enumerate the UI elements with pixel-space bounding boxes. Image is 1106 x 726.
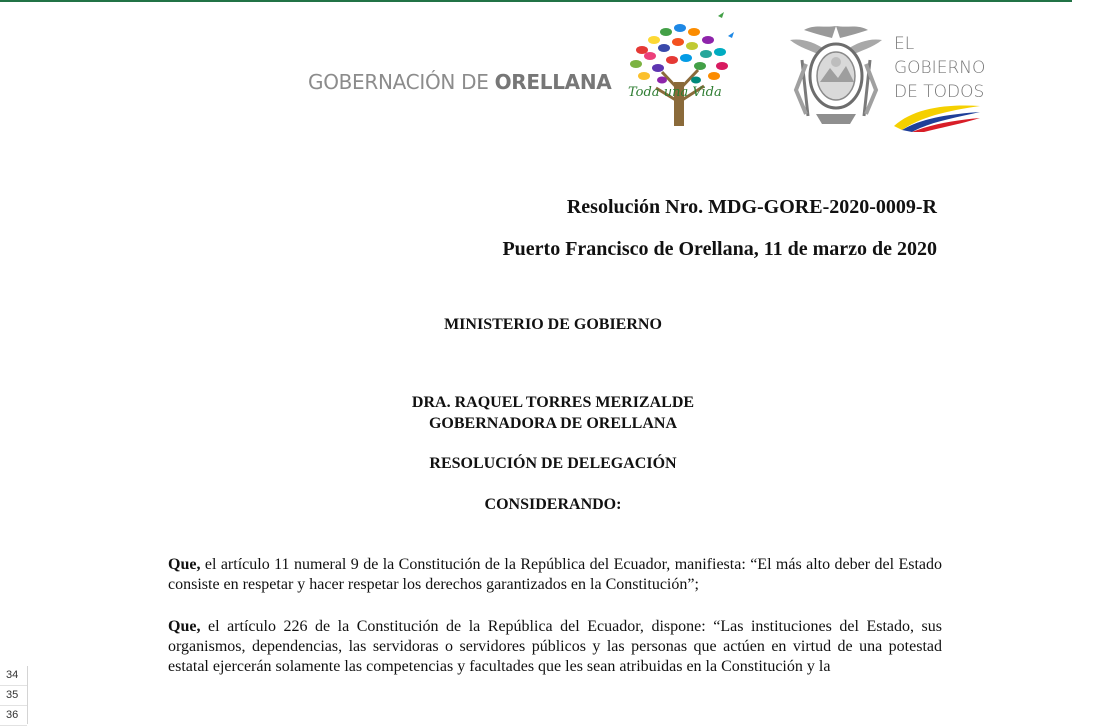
considerando-heading: CONSIDERANDO: [484,496,622,513]
paragraph-text: el artículo 11 numeral 9 de la Constitución de la República del Ecuador, manifiesta: “El más alto deber del Estado consiste en respetar y hacer respetar los derechos garantizados en la Constitución”; [168,556,942,593]
gobierno-line-2: GOBIERNO [894,58,986,78]
row-header-35[interactable]: 35 [0,686,27,706]
flag-swoosh-icon [892,102,982,132]
gobierno-line-3: DE TODOS [894,82,985,102]
tree-logo-text: Toda una Vida [628,85,722,100]
row-header-34[interactable]: 34 [0,666,27,686]
gobernacion-logo-text [308,70,611,94]
row-header-36[interactable]: 36 [0,706,27,726]
paragraph-lead: Que, [168,618,201,635]
toda-una-vida-logo [622,10,740,132]
official-role: GOBERNADORA DE ORELLANA [428,415,678,432]
spreadsheet-row-headers [0,666,28,724]
ecuador-coat-of-arms-icon [786,20,886,130]
paragraph-1 [168,555,942,595]
gobierno-line-1: EL [894,34,915,54]
resolution-place-date: Puerto Francisco de Orellana, 11 de marzo de 2020 [502,238,937,260]
ministry-title: MINISTERIO DE GOBIERNO [444,316,662,333]
resolution-number: Resolución Nro. MDG-GORE-2020-0009-R [566,196,937,218]
resolution-title: RESOLUCIÓN DE DELEGACIÓN [429,455,677,472]
gobernacion-bold: ORELLANA [494,70,612,94]
paragraph-lead: Que, [168,556,201,573]
paragraph-2 [168,617,942,677]
official-name: DRA. RAQUEL TORRES MERIZALDE [411,394,695,411]
gobernacion-prefix: GOBERNACIÓN DE [308,70,495,94]
el-gobierno-de-todos-logo [894,32,985,104]
paragraph-text: el artículo 226 de la Constitución de la República del Ecuador, dispone: “Las instituciones del Estado, sus organismos, dependencias, las servidoras o servidores públicos y las personas que actúen en virtud de una potestad estatal ejercerán solamente las competencias y facultades que les sean atribuidas en la Constitución y la [168,618,942,675]
